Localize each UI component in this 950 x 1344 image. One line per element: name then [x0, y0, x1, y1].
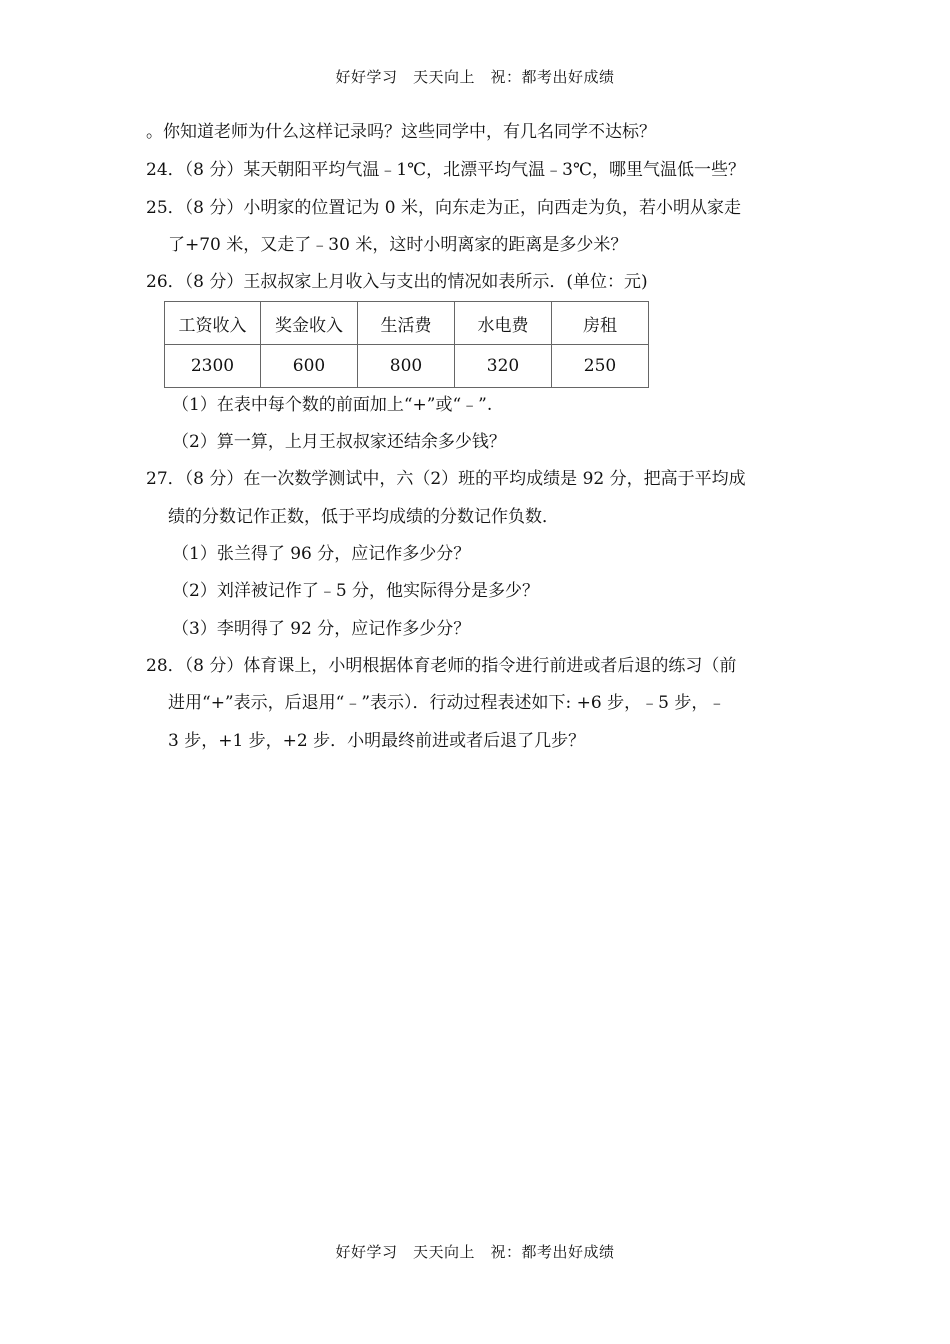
table-header-cell: 工资收入 — [165, 302, 261, 345]
table-header-cell: 奖金收入 — [261, 302, 358, 345]
question-27-part-3: （3）李明得了 92 分，应记作多少分？ — [172, 619, 471, 639]
question-24: 24．（8 分）某天朝阳平均气温﹣1℃，北漂平均气温﹣3℃，哪里气温低一些？ — [146, 160, 746, 180]
question-26-part-2: （2）算一算，上月王叔叔家还结余多少钱？ — [172, 432, 506, 452]
question-25-line-1: 25．（8 分）小明家的位置记为 0 米，向东走为正，向西走为负，若小明从家走 — [146, 198, 741, 218]
table-header-row — [165, 302, 649, 345]
table-row — [165, 345, 649, 388]
question-27-line-1: 27．（8 分）在一次数学测试中，六（2）班的平均成绩是 92 分，把高于平均成 — [146, 469, 746, 489]
table-cell: 600 — [261, 345, 358, 388]
question-27-line-2: 绩的分数记作正数，低于平均成绩的分数记作负数． — [168, 507, 559, 527]
question-25-line-2: 了+70 米，又走了﹣30 米，这时小明离家的距离是多少米？ — [168, 235, 628, 255]
page-footer: 好好学习 天天向上 祝：都考出好成绩 — [335, 1243, 615, 1261]
table-header-cell: 房租 — [552, 302, 649, 345]
question-26-part-1: （1）在表中每个数的前面加上“+”或“﹣”. — [172, 395, 493, 415]
question-28-line-3: 3 步，+1 步，+2 步．小明最终前进或者后退了几步？ — [168, 731, 586, 751]
table-cell: 800 — [358, 345, 455, 388]
table-cell: 320 — [455, 345, 552, 388]
question-26: 26．（8 分）王叔叔家上月收入与支出的情况如表所示．(单位：元) — [146, 272, 648, 292]
question-27-part-1: （1）张兰得了 96 分，应记作多少分？ — [172, 544, 471, 564]
table-header-cell: 水电费 — [455, 302, 552, 345]
question-23-tail: 。你知道老师为什么这样记录吗？这些同学中，有几名同学不达标？ — [146, 122, 656, 142]
question-27-part-2: （2）刘洋被记作了﹣5 分，他实际得分是多少？ — [172, 581, 540, 601]
table-header-cell: 生活费 — [358, 302, 455, 345]
question-28-line-2: 进用“+”表示，后退用“﹣”表示）．行动过程表述如下: +6 步，﹣5 步，﹣ — [168, 693, 726, 713]
question-28-line-1: 28．（8 分）体育课上，小明根据体育老师的指令进行前进或者后退的练习（前 — [146, 656, 737, 676]
table-cell: 250 — [552, 345, 649, 388]
income-expense-table — [164, 301, 649, 388]
table-cell: 2300 — [165, 345, 261, 388]
page-header: 好好学习 天天向上 祝：都考出好成绩 — [335, 68, 615, 86]
